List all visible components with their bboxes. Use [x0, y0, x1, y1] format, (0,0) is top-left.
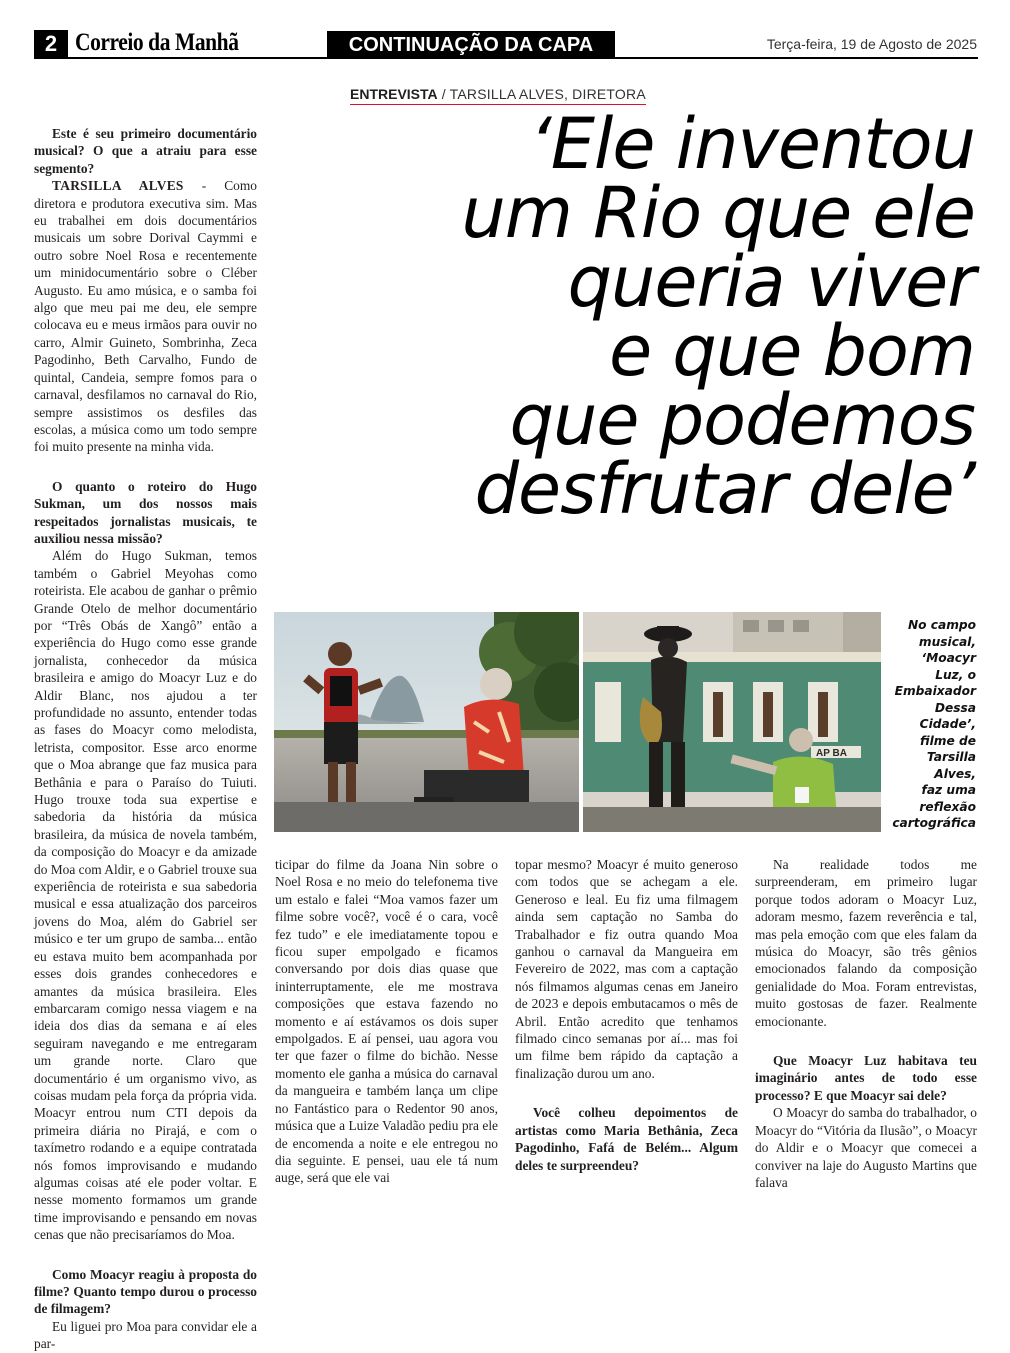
headline-line: e que bom [609, 310, 975, 392]
kicker-label: ENTREVISTA [350, 86, 438, 102]
answer-2: Além do Hugo Sukman, temos também o Gabriel Meyohas como roteirista. Ele acabou de ganhar o prêmio Grande Otelo de melhor documentário por “Três Obás de Xangô” então a experiência do Hugo como esse grande jornalista, conhecedor da música brasileira e amigo do Moacyr Luz e do Aldir Blanc, nos ajudou a ter profundidade no assunto, entender todas as fases do Moacyr como melodista, letrista, compositor. Esse arco enorme que o Moa abrange que faz musica para Bethânia e para o Paraíso do Tuiuti. Hugo trouxe toda sua expertise e sabedoria da história da música brasileira, da música de novela também, da composição do Moacyr e da amizade do Moa com Aldir, e o Gabriel trouxe sua experiência de roteirista e sua sabedoria musical e essa atualização dos parceiros jovens do Moa, além do Gabriel ser músico e ter um grupo de samba... então eu estava muito bem acompanhada por esses dois grandes conhecedores e amantes da música brasileira. Eles embarcaram comigo nessa viagem e na ideia dos dias da semana e aí eles seguiram navegando e me entregaram um grande norte. Claro que documentário é um organismo vivo, as coisas mudam pela força da própria vida. Moacyr entrou num CTI depois da primeira diária no Pirajá, e com o taxímetro rodando e a equipe contratada nós fomos improvisando e mudando algumas coisas até ele poder voltar. E nesse momento formamos um grande time improvisando e pensando em novas cenas que não precisaríamos do Moa. [34, 548, 257, 1243]
header-rule [34, 57, 978, 59]
saxophone-statue-image [583, 612, 881, 832]
photo-caption [888, 617, 976, 832]
caption-line: filme de [920, 733, 976, 748]
caption-line: musical, [918, 634, 976, 649]
caption-line: Alves, [934, 766, 976, 781]
headline-line: um Rio que ele [461, 172, 975, 254]
headline-line: ‘Ele inventou [529, 103, 975, 185]
caption-line: No campo [907, 618, 976, 632]
question-5: Que Moacyr Luz habitava teu imaginário antes de todo esse processo? E que Moacyr sai dele? [755, 1053, 977, 1103]
question-2: O quanto o roteiro do Hugo Sukman, um dos nossos mais respeitados jornalistas musicais, te auxiliou nessa missão? [34, 478, 257, 546]
section-label: CONTINUAÇÃO DA CAPA [327, 31, 615, 59]
answer-3-end: topar mesmo? Moacyr é muito generoso com todos que se achegam a ele. Generoso e leal. Eu fiz uma filmagem ainda sem captação no Samba do Trabalhador e fiz outra quando Moa ganhou o carnaval da Mangueira em Fevereiro de 2022, mas com a captação nós filmamos algumas cenas em Janeiro de 2023 e depois embutacamos o mês de Abril. Então acredito que tenhamos filmado cinco semanas por aí... mas foi um filme bem rápido da captação a finalização durou um ano. [515, 857, 738, 1081]
headline-line: queria viver [567, 241, 975, 323]
caption-line: reflexão [919, 799, 976, 814]
caption-line: Dessa [934, 700, 976, 715]
answer-3-start: Eu liguei pro Moa para convidar ele a par- [34, 1318, 257, 1352]
article-column-1 [34, 125, 257, 1353]
answer-5: O Moacyr do samba do trabalhador, o Moacyr do “Vitória da Ilusão”, o Moacyr do Aldir e o Moacyr que comecei a conviver na laje do Augusto Martins que falava [755, 1105, 977, 1190]
question-1: Este é seu primeiro documentário musical? O que a atraiu para esse segmento? [34, 126, 257, 176]
article-column-4 [755, 856, 977, 1191]
answer-1 [34, 177, 257, 456]
beach-promenade-image [274, 612, 579, 832]
caption-line: faz uma [921, 783, 976, 797]
caption-line: Tarsilla [926, 750, 976, 764]
page-number: 2 [34, 30, 68, 58]
question-4: Você colheu depoimentos de artistas como Maria Bethânia, Zeca Pagodinho, Fafá de Belém... Algum deles te surpreendeu? [515, 1105, 738, 1173]
article-column-2 [275, 856, 498, 1187]
kicker-byline: / TARSILLA ALVES, DIRETORA [437, 86, 646, 102]
question-3: Como Moacyr reagiu à proposta do filme? Quanto tempo durou o processo de filmagem? [34, 1266, 257, 1317]
caption-line: cartográfica [892, 816, 976, 830]
issue-date: Terça-feira, 19 de Agosto de 2025 [766, 36, 977, 52]
storefront-sign: AP BA [816, 748, 847, 759]
caption-line: Embaixador [894, 684, 976, 698]
answer-1-text: - Como diretora e produtora executiva sim. Mas eu trabalhei em dois documentários musicais um sobre Dorival Caymmi e outro sobre Noel Rosa e recentemente um minidocumentário sobre o Cléber Augusto. Eu amo música, e o samba foi algo que meu pai me deu, ele sempre colocava eu e meus irmãos para ouvir no carro, Almir Guineto, Sombrinha, Zeca Pagodinho, Beth Carvalho, Fundo de quintal, Candeia, sempre fomos para o carnaval, desfilamos no carnaval do Rio, sempre assistimos os desfiles das escolas, a música como um todo sempre foi muito presente na minha vida. [34, 178, 257, 455]
caption-line: ‘Moacyr [921, 651, 976, 665]
answer-3-continued: ticipar do filme da Joana Nin sobre o Noel Rosa e no meio do telefonema tive um estalo e falei “Moa vamos fazer um filme sobre você?, você é o cara, você fez tudo” e ele imediatamente topou e ficou super empolgado e ficamos conversando por dois dias quase que ininterruptamente, ele me mostrava composições que estava fazendo no momento e aí estávamos os dois super empolgados. E aí pensei, uau agora vou ter que fazer o filme do bichão. Nesse momento ele ganha a música do carnaval da mangueira e também lança um clipe no Fantástico para o Redentor 90 anos, música que a Luize Valadão pediu pra ele de encomenda a noite e ele entregou no dia seguinte. E pensei, uau ele tá num auge, será que ele vai [275, 857, 498, 1186]
speaker-name: TARSILLA ALVES [52, 178, 184, 194]
saxophone-statue-photo [583, 612, 881, 832]
answer-4: Na realidade todos me surpreenderam, em primeiro lugar porque todos adoram o Moacyr Luz, adoram mesmo, fazem reverência e tal, mas pela emoção com que eles falam da música do Moacyr, são três gênios emocionados falando da composição genialidade do Moa. Foram entrevistas, muito gostosas de fazer. Realmente emocionante. [755, 857, 977, 1029]
article-column-3 [515, 856, 738, 1174]
caption-line: Luz, o [935, 667, 976, 682]
headline-line: desfrutar dele’ [474, 448, 975, 530]
headline-line: que podemos [509, 379, 975, 461]
masthead-logo: Correio da Manhã [75, 29, 239, 56]
headline [270, 103, 975, 530]
caption-line: Cidade’, [919, 717, 976, 731]
beach-promenade-photo [274, 612, 579, 832]
